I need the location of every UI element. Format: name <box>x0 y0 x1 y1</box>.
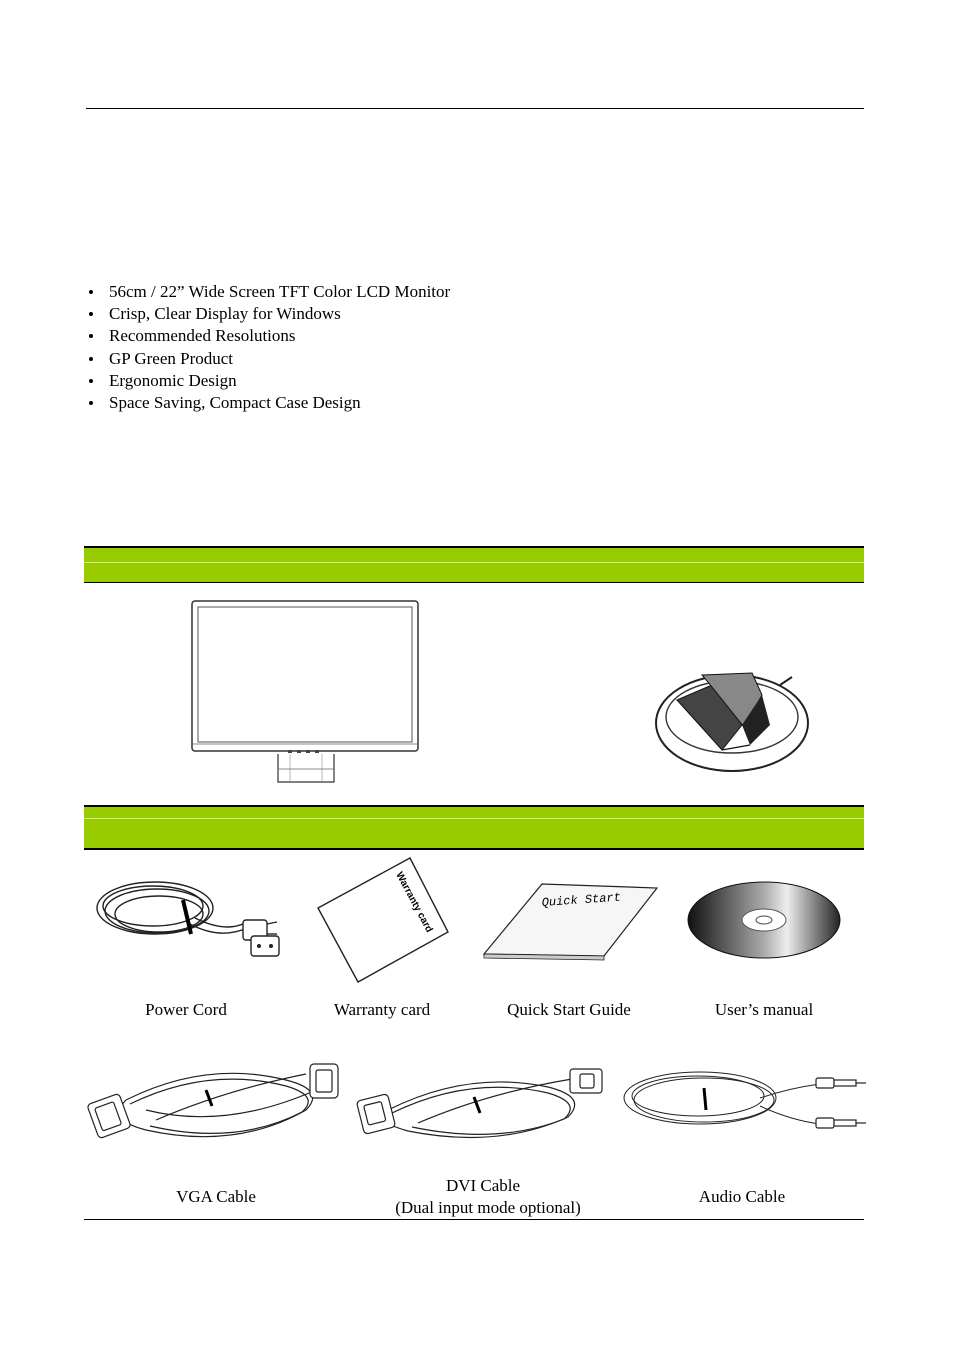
users-manual-label: User’s manual <box>714 1000 814 1019</box>
quick-start-text: Quick Start <box>541 890 622 910</box>
feature-item: Crisp, Clear Display for Windows <box>86 303 450 325</box>
power-cord-illustration <box>95 878 285 968</box>
cd-disc-illustration <box>686 880 846 960</box>
feature-item: Recommended Resolutions <box>86 325 450 347</box>
section-bar-bottom-rule <box>84 848 864 850</box>
quick-start-label: Quick Start Guide <box>507 1000 631 1019</box>
feature-item: Space Saving, Compact Case Design <box>86 392 450 414</box>
dvi-cable-note: (Dual input mode optional) <box>395 1198 581 1217</box>
feature-item: 56cm / 22” Wide Screen TFT Color LCD Monitor <box>86 281 450 303</box>
power-cord-label: Power Cord <box>145 1000 227 1019</box>
section-bar-bottom-rule <box>84 582 864 583</box>
warranty-card-label: Warranty card <box>333 1000 431 1019</box>
header-rule <box>86 108 864 109</box>
section-bar-monitor <box>84 546 864 582</box>
footer-rule <box>84 1219 864 1220</box>
feature-item: Ergonomic Design <box>86 370 450 392</box>
audio-cable-label: Audio Cable <box>698 1187 786 1206</box>
feature-list <box>86 281 450 414</box>
warranty-card-illustration <box>314 856 454 986</box>
dvi-cable-illustration <box>358 1065 614 1155</box>
feature-item: GP Green Product <box>86 348 450 370</box>
vga-cable-illustration <box>86 1060 342 1156</box>
section-bar-accessories <box>84 805 864 849</box>
stand-base-illustration <box>652 665 812 775</box>
vga-cable-label: VGA Cable <box>176 1187 256 1206</box>
warranty-card-text: Warranty card <box>393 870 435 935</box>
dvi-cable-label: DVI Cable <box>445 1176 521 1195</box>
quick-start-illustration <box>482 882 662 962</box>
audio-cable-illustration <box>620 1068 866 1138</box>
monitor-illustration <box>190 599 420 789</box>
